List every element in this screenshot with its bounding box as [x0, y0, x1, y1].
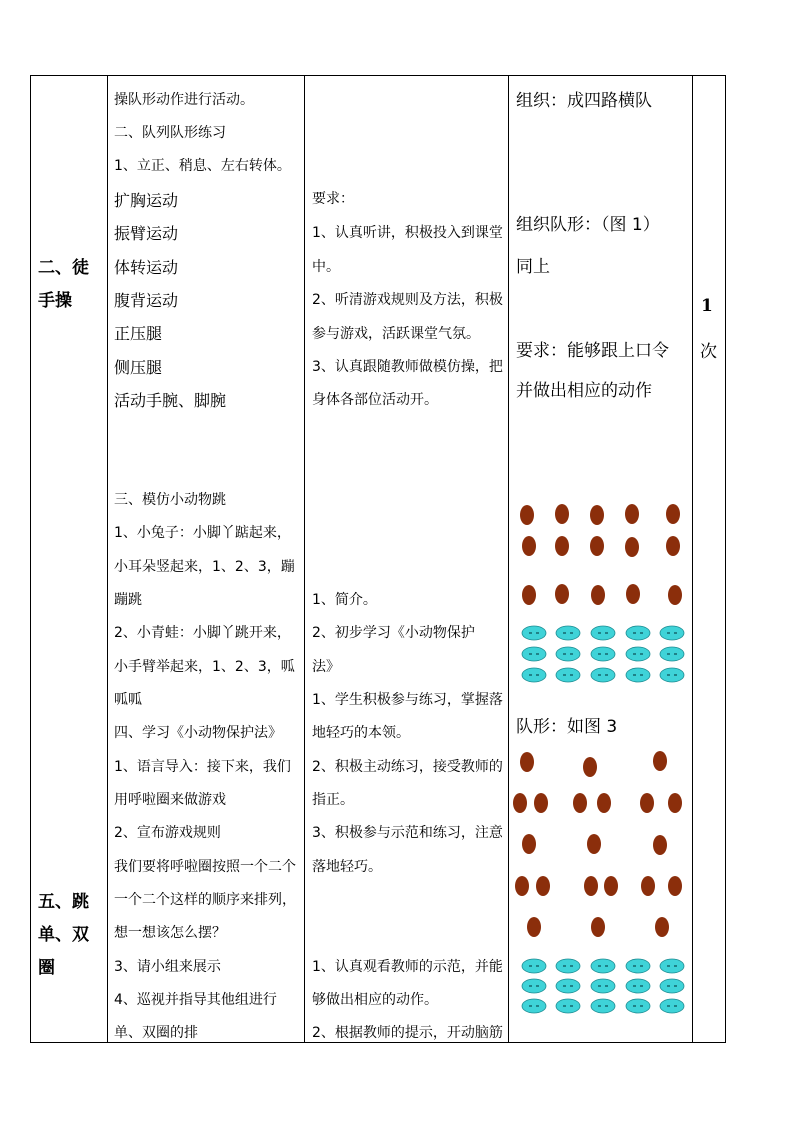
times-count: 1 [701, 296, 713, 316]
formation-same: 同上 [516, 257, 550, 277]
hula-hoop-marker [556, 626, 580, 640]
content-line: 想一想该怎么摆？ [114, 925, 226, 941]
requirement-line: 2、积极主动练习，接受教师的 [312, 759, 503, 775]
requirement-line: 1、认真听讲，积极投入到课堂 [312, 225, 503, 241]
hula-hoop-marker [556, 979, 580, 993]
requirement-line: 1、简介。 [312, 592, 377, 608]
content-line: 小耳朵竖起来，1、2、3，蹦 [114, 559, 295, 575]
requirement-line: 法》 [312, 659, 340, 675]
hula-hoop-marker [660, 626, 684, 640]
content-line: 1、立正、稍息、左右转体。 [114, 158, 291, 174]
content-line: 三、模仿小动物跳 [114, 492, 226, 508]
student-dot [591, 917, 605, 937]
content-line: 活动手腕、脚腕 [114, 391, 227, 410]
student-dot [522, 834, 536, 854]
section-label-2-line1: 二、徒 [38, 258, 89, 278]
requirement-line: 3、积极参与示范和练习，注意 [312, 825, 503, 841]
requirement-do-action: 并做出相应的动作 [516, 381, 652, 401]
content-line: 单、双圈的排 [114, 1025, 198, 1041]
requirement-line: 指正。 [312, 792, 354, 808]
content-line: 2、宣布游戏规则 [114, 825, 221, 841]
content-line: 呱呱 [114, 692, 142, 708]
student-dot [591, 585, 605, 605]
student-dot [555, 584, 569, 604]
organization-label: 组织：成四路横队 [516, 91, 652, 111]
requirement-line: 参与游戏，活跃课堂气氛。 [312, 326, 480, 342]
section-label-5-line1: 五、跳 [38, 892, 89, 912]
hula-hoop-marker [591, 979, 615, 993]
student-dot [625, 537, 639, 557]
content-line: 4、巡视并指导其他组进行 [114, 992, 277, 1008]
student-dot [520, 505, 534, 525]
hula-hoop-marker [626, 999, 650, 1013]
student-dot [527, 917, 541, 937]
student-dot [587, 834, 601, 854]
student-dot [666, 504, 680, 524]
student-dot [555, 504, 569, 524]
requirement-line: 2、听清游戏规则及方法，积极 [312, 292, 503, 308]
student-dot [666, 536, 680, 556]
student-dot [522, 585, 536, 605]
requirement-line: 1、认真观看教师的示范，并能 [312, 959, 503, 975]
hula-hoop-marker [522, 626, 546, 640]
student-dot [522, 536, 536, 556]
student-dot [534, 793, 548, 813]
requirement-line: 2、根据教师的提示，开动脑筋 [312, 1025, 503, 1041]
content-line: 小手臂举起来，1、2、3，呱 [114, 659, 295, 675]
content-line: 振臂运动 [114, 224, 179, 243]
hula-hoop-marker [522, 647, 546, 661]
student-dot [655, 917, 669, 937]
content-line: 腹背运动 [114, 291, 179, 310]
hula-hoop-marker [591, 999, 615, 1013]
student-dot [604, 876, 618, 896]
requirement-line: 中。 [312, 259, 340, 275]
student-dot [513, 793, 527, 813]
content-line: 扩胸运动 [114, 191, 179, 210]
requirement-line: 够做出相应的动作。 [312, 992, 438, 1008]
content-line: 我们要将呼啦圈按照一个二个 [114, 859, 296, 875]
student-dot [668, 876, 682, 896]
hula-hoop-marker [626, 959, 650, 973]
requirement-follow-command: 要求：能够跟上口令 [516, 341, 669, 361]
hula-hoop-marker [556, 668, 580, 682]
student-dot [597, 793, 611, 813]
student-dot [641, 876, 655, 896]
hula-hoop-marker [626, 647, 650, 661]
hula-hoop-marker [522, 959, 546, 973]
student-dot [520, 752, 534, 772]
section-label-2-line2: 手操 [38, 291, 72, 311]
section-label-5-line2: 单、双 [38, 925, 89, 945]
content-line: 3、请小组来展示 [114, 959, 221, 975]
hula-hoop-marker [660, 668, 684, 682]
student-dot [668, 585, 682, 605]
requirement-line: 落地轻巧。 [312, 859, 382, 875]
content-line: 1、小兔子：小脚丫踮起来， [114, 525, 291, 541]
hula-hoop-marker [626, 668, 650, 682]
hula-hoop-marker [556, 999, 580, 1013]
content-line: 2、小青蛙：小脚丫跳开来， [114, 625, 291, 641]
student-dot [590, 505, 604, 525]
content-line: 侧压腿 [114, 358, 163, 377]
hula-hoop-marker [522, 668, 546, 682]
student-dot [515, 876, 529, 896]
student-dot [583, 757, 597, 777]
student-dot [640, 793, 654, 813]
hula-hoop-marker [556, 959, 580, 973]
hula-hoop-marker [522, 979, 546, 993]
requirement-line: 2、初步学习《小动物保护 [312, 625, 475, 641]
student-dot [590, 536, 604, 556]
content-line: 正压腿 [114, 324, 163, 343]
student-dot [625, 504, 639, 524]
content-line: 四、学习《小动物保护法》 [114, 725, 282, 741]
formation-label: 组织队形：（图 1） [516, 215, 660, 235]
section-label-5-line3: 圈 [38, 958, 55, 978]
content-line: 蹦跳 [114, 592, 142, 608]
hula-hoop-marker [626, 979, 650, 993]
requirement-line: 3、认真跟随教师做模仿操，把 [312, 359, 503, 375]
hula-hoop-marker [660, 959, 684, 973]
content-line: 一个二个这样的顺序来排列， [114, 892, 296, 908]
hula-hoop-marker [660, 979, 684, 993]
content-line: 1、语言导入：接下来，我们 [114, 759, 291, 775]
content-line: 操队形动作进行活动。 [114, 92, 254, 108]
hula-hoop-marker [556, 647, 580, 661]
requirement-line: 1、学生积极参与练习，掌握落 [312, 692, 503, 708]
hula-hoop-marker [591, 959, 615, 973]
formation-figure-3-label: 队形：如图 3 [516, 717, 618, 737]
content-line: 二、队列队形练习 [114, 125, 226, 141]
student-dot [584, 876, 598, 896]
hula-hoop-marker [522, 999, 546, 1013]
requirement-line: 身体各部位活动开。 [312, 392, 438, 408]
hula-hoop-marker [660, 999, 684, 1013]
hula-hoop-marker [591, 647, 615, 661]
requirement-line: 地轻巧的本领。 [312, 725, 410, 741]
student-dot [573, 793, 587, 813]
student-dot [668, 793, 682, 813]
requirement-line: 要求： [312, 191, 354, 207]
hula-hoop-marker [591, 626, 615, 640]
content-line: 用呼啦圈来做游戏 [114, 792, 226, 808]
hula-hoop-marker [660, 647, 684, 661]
content-line: 体转运动 [114, 258, 179, 277]
times-unit: 次 [700, 342, 717, 362]
student-dot [536, 876, 550, 896]
hula-hoop-marker [626, 626, 650, 640]
student-dot [653, 835, 667, 855]
student-dot [653, 751, 667, 771]
hula-hoop-marker [591, 668, 615, 682]
student-dot [626, 584, 640, 604]
student-dot [555, 536, 569, 556]
